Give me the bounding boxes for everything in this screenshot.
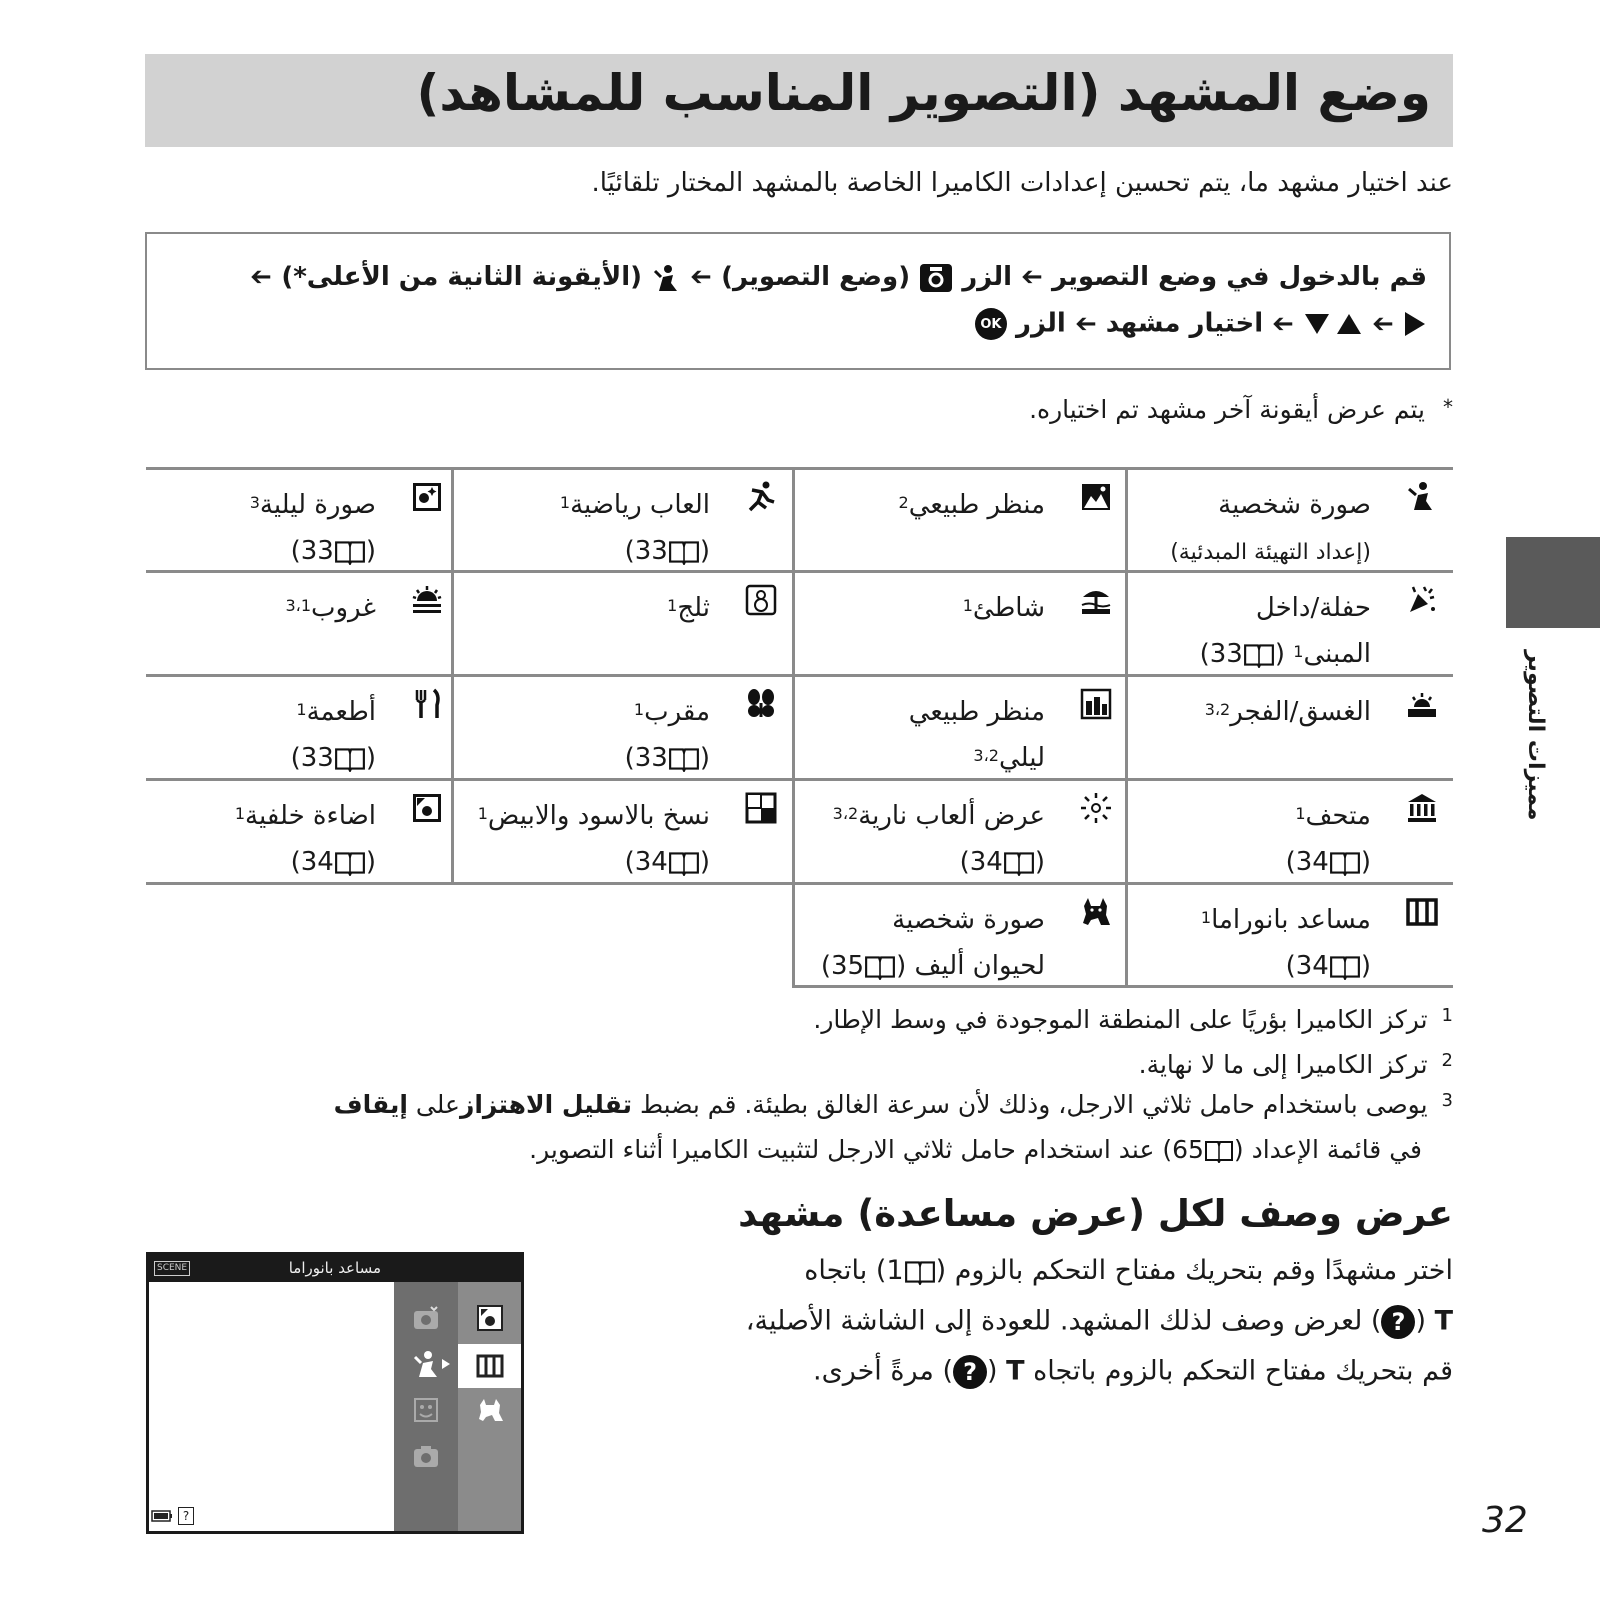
nav-text: الزر	[962, 262, 1013, 292]
scene-label-block	[478, 793, 710, 885]
footnote-text: على	[415, 1090, 460, 1119]
vibration-reduction-label: تقليل الاهتزاز	[459, 1090, 632, 1119]
bw-copy-icon	[744, 791, 778, 825]
page-ref: 34	[300, 847, 334, 877]
close-up-icon	[744, 687, 778, 721]
camera-screen-header	[149, 1255, 521, 1282]
book-icon	[1204, 1139, 1234, 1163]
scene-cell	[1127, 781, 1453, 881]
scene-label: أطعمة	[306, 697, 376, 727]
scene-label: صورة ليلية	[259, 490, 376, 520]
scene-table	[146, 467, 1453, 985]
body-text: اختر مشهدًا وقم بتحريك مفتاح التحكم بالزوم (	[935, 1255, 1453, 1286]
book-icon	[334, 746, 366, 772]
scene-label-block	[625, 689, 710, 781]
page-ref-line: (34)	[290, 847, 376, 877]
scene-label: منظر طبيعي	[908, 697, 1045, 727]
nav-text: الزر	[1016, 308, 1066, 339]
snow-icon	[744, 583, 778, 617]
party-icon	[1405, 583, 1439, 617]
arrow-icon: ➔	[1272, 308, 1295, 339]
dusk-dawn-icon	[1405, 687, 1439, 721]
scene-label-block	[560, 482, 710, 574]
scene-label-block	[1170, 482, 1371, 576]
page-ref-line: (34)	[1285, 847, 1371, 877]
body-line-1	[804, 1255, 1453, 1286]
help-icon: ?	[1381, 1305, 1415, 1339]
page-ref: 33	[300, 743, 334, 773]
camera-button-icon	[919, 263, 953, 293]
footnote-marker: 1	[962, 596, 973, 615]
footnote-marker: 3،2	[973, 746, 999, 765]
scene-label: صورة شخصية	[892, 905, 1045, 935]
footnote-marker: 1	[559, 493, 571, 512]
scene-cell	[153, 573, 458, 673]
scene-label-2: (إعداد التهيئة المبدئية)	[1170, 540, 1371, 565]
page-ref-line: (33)	[290, 536, 376, 566]
footnote-text: تركز الكاميرا إلى ما لا نهاية.	[1138, 1050, 1428, 1079]
body-line-2: T (?) لعرض وصف لذلك المشهد. للعودة إلى الشاشة الأصلية،	[746, 1305, 1453, 1339]
scene-label-block	[909, 689, 1045, 781]
beach-icon	[1079, 583, 1113, 617]
body-text: قم بتحريك مفتاح التحكم بالزوم باتجاه	[1033, 1355, 1453, 1387]
backlighting-icon	[475, 1303, 505, 1333]
scene-cell	[792, 573, 1127, 673]
footnote-3	[334, 1090, 1453, 1119]
scene-cell	[1127, 470, 1453, 570]
scene-cell	[792, 677, 1127, 777]
pet-portrait-icon	[475, 1395, 505, 1425]
footnote-marker: 1	[633, 700, 645, 719]
scene-label-block: صورة شخصية لحيوان أليف (35)	[820, 905, 1045, 981]
section-heading: عرض وصف لكل (عرض مساعدة) مشهد	[738, 1192, 1453, 1235]
footnote-marker: 1	[234, 804, 246, 823]
night-portrait-icon	[410, 480, 444, 514]
page-ref: 33	[634, 743, 668, 773]
page-ref: 33	[634, 536, 668, 566]
scene-label: عرض ألعاب نارية	[858, 801, 1045, 831]
footnote-text: يوصى باستخدام حامل ثلاثي الارجل، وذلك لأن سرعة الغالق بطيئة. قم بضبط	[639, 1090, 1428, 1119]
selection-arrow-icon	[442, 1359, 450, 1369]
scene-label-block	[1201, 897, 1371, 989]
footnote-marker: 1	[1200, 908, 1212, 927]
scene-label-block	[963, 585, 1045, 631]
book-icon	[1329, 954, 1361, 980]
footnote-marker: 3،2	[1204, 700, 1231, 719]
nav-line-1	[250, 262, 1427, 293]
book-icon	[334, 539, 366, 565]
scene-label-block	[667, 585, 710, 631]
page-ref-line: (33)	[290, 743, 376, 773]
page-title: وضع المشهد (التصوير المناسب للمشاهد)	[416, 64, 1431, 122]
backlighting-icon	[410, 791, 444, 825]
book-icon	[1003, 850, 1035, 876]
scene-label-block	[285, 585, 376, 631]
body-text: مرةً أخرى.	[812, 1355, 934, 1387]
pet-portrait-icon	[1079, 895, 1113, 929]
nav-line-2	[975, 308, 1427, 340]
book-icon	[864, 954, 896, 980]
section-tab-label: مميزات التصوير	[1523, 650, 1548, 821]
section-tab	[1506, 537, 1600, 628]
page-number: 32	[1482, 1500, 1528, 1541]
arrow-icon: ➔	[1021, 262, 1043, 292]
scene-cell	[792, 781, 1127, 881]
scene-label-2: ليلي	[998, 743, 1045, 773]
battery-icon	[151, 1509, 173, 1523]
sports-icon	[744, 480, 778, 514]
footnote-marker: 1	[1295, 804, 1306, 823]
scene-label-block	[899, 482, 1046, 528]
museum-icon	[1405, 791, 1439, 825]
footnote-marker: 3	[249, 493, 260, 512]
help-indicator: ?	[178, 1507, 194, 1525]
special-effects-icon	[411, 1395, 441, 1425]
camera-status-bar	[151, 1505, 194, 1525]
scene-cell	[1127, 677, 1453, 777]
page-ref: 65	[1172, 1135, 1204, 1164]
book-icon	[668, 850, 700, 876]
footnote-star	[1029, 395, 1453, 424]
footnote-number: 2	[1441, 1050, 1453, 1071]
landscape-icon	[1079, 480, 1113, 514]
food-icon	[410, 687, 444, 721]
footnote-3-line-2	[529, 1135, 1422, 1164]
scene-label-2: المبنى	[1303, 639, 1371, 669]
up-down-triangles-icon	[1303, 311, 1363, 337]
off-label: إيقاف	[333, 1090, 408, 1119]
page-ref: 34	[1295, 847, 1329, 877]
night-landscape-icon	[1079, 687, 1113, 721]
arrow-icon: ➔	[1372, 308, 1394, 339]
scene-label-block	[291, 689, 376, 781]
footnote-marker: 1	[296, 700, 307, 719]
page-ref-line: (34)	[959, 847, 1045, 877]
nav-text: قم بالدخول في وضع التصوير	[1051, 262, 1427, 292]
page-ref: 33	[300, 536, 334, 566]
navigation-box	[145, 232, 1451, 370]
footnote-marker: 3،2	[832, 804, 859, 823]
portrait-icon	[651, 263, 681, 293]
scene-label-block	[235, 793, 376, 885]
scene-cell	[153, 677, 458, 777]
scene-cell	[458, 470, 792, 570]
book-icon	[904, 1259, 936, 1285]
footnote-marker: 1	[1293, 642, 1304, 661]
t-label: T	[1006, 1355, 1025, 1387]
sunset-icon	[410, 583, 444, 617]
scene-label: حفلة/داخل	[1255, 593, 1371, 623]
body-text: لعرض وصف لذلك المشهد. للعودة إلى الشاشة الأصلية،	[745, 1305, 1363, 1337]
footnote-text: ) عند استخدام حامل ثلاثي الارجل لتثبيت الكاميرا أثناء التصوير.	[529, 1135, 1173, 1164]
page-ref: 34	[969, 847, 1003, 877]
book-icon	[1329, 850, 1361, 876]
scene-cell	[153, 470, 458, 570]
scene-cell	[792, 885, 1127, 985]
scene-label: صورة شخصية	[1218, 490, 1371, 520]
scene-mode-icon	[411, 1349, 441, 1379]
page-ref: 34	[1295, 951, 1329, 981]
camera-screen-title: مساعد بانوراما	[288, 1259, 381, 1277]
panorama-icon	[1405, 895, 1439, 929]
arrow-icon: ➔	[690, 262, 712, 292]
footnote-marker: 1	[667, 596, 678, 615]
footnote-text: تركز الكاميرا بؤريًا على المنطقة الموجودة في وسط الإطار.	[813, 1005, 1428, 1034]
help-icon: ?	[953, 1355, 987, 1389]
footnote-star-text: يتم عرض أيقونة آخر مشهد تم اختياره.	[1029, 395, 1425, 424]
scene-label: ثلج	[677, 593, 710, 623]
book-icon	[668, 746, 700, 772]
scene-label: الغسق/الفجر	[1230, 697, 1371, 727]
scene-cell	[792, 470, 1127, 570]
page-ref-line: (33)	[624, 743, 710, 773]
star-mark: *	[1443, 395, 1453, 419]
nav-text: اختيار مشهد	[1105, 308, 1264, 339]
footnote-1	[813, 1005, 1453, 1034]
footnote-marker: 2	[898, 493, 909, 512]
arrow-icon: ➔	[1074, 308, 1097, 339]
footnote-marker: 3،1	[285, 596, 312, 615]
page-ref-line: (33)	[624, 536, 710, 566]
book-icon	[334, 850, 366, 876]
nav-text: (وضع التصوير)	[721, 262, 911, 292]
scene-label: العاب رياضية	[570, 490, 710, 520]
footnote-2	[1139, 1050, 1453, 1079]
panorama-icon	[475, 1351, 505, 1381]
scene-label: متحف	[1305, 801, 1371, 831]
scene-cell	[153, 781, 458, 881]
book-icon	[668, 539, 700, 565]
page-ref: 1	[886, 1255, 904, 1286]
scene-label: مساعد بانوراما	[1211, 905, 1371, 935]
auto-mode-icon	[411, 1441, 441, 1471]
scene-label: منظر طبيعي	[908, 490, 1045, 520]
right-triangle-icon	[1403, 311, 1427, 337]
nav-text: (الأيقونة الثانية من الأعلى*)	[281, 262, 643, 292]
scene-cell	[458, 677, 792, 777]
scene-label-block	[1205, 689, 1371, 735]
page-ref: 35	[831, 951, 865, 981]
scene-label: مقرب	[644, 697, 710, 727]
page-ref: 34	[634, 847, 668, 877]
footnote-text: في قائمة الإعداد (	[1233, 1135, 1422, 1164]
t-label: T	[1434, 1305, 1453, 1337]
fireworks-icon	[1079, 791, 1113, 825]
scene-cell	[1127, 885, 1453, 985]
footnote-marker: 1	[477, 804, 488, 823]
page-ref-line: (34)	[1285, 951, 1371, 981]
scene-label: نسخ بالاسود والابيض	[487, 801, 710, 831]
scene-label-block	[1286, 793, 1371, 885]
camera-screen	[146, 1252, 524, 1534]
scene-label-block	[250, 482, 376, 574]
ok-button-icon: OK	[975, 308, 1007, 340]
intro-text: عند اختيار مشهد ما، يتم تحسين إعدادات الكاميرا الخاصة بالمشهد المختار تلقائيًا.	[591, 168, 1453, 198]
scene-label: اضاءة خلفية	[245, 801, 376, 831]
scene-tag: SCENE	[154, 1261, 190, 1276]
body-text: ) باتجاه	[804, 1255, 887, 1286]
page-ref-line: (34)	[624, 847, 710, 877]
page-ref: 33	[1209, 639, 1243, 669]
body-line-3: قم بتحريك مفتاح التحكم بالزوم باتجاه T (?) مرةً أخرى.	[813, 1355, 1453, 1389]
book-icon	[1243, 642, 1275, 668]
scene-cell	[458, 573, 792, 673]
footnote-number: 3	[1441, 1090, 1453, 1111]
scene-label: غروب	[311, 593, 376, 623]
smart-portrait-icon	[411, 1303, 441, 1333]
portrait-icon	[1405, 480, 1439, 514]
arrow-icon: ➔	[250, 262, 273, 292]
scene-label-block	[833, 793, 1045, 885]
title-bar	[145, 54, 1453, 147]
scene-label: شاطئ	[972, 593, 1045, 623]
scene-cell	[1127, 573, 1453, 673]
scene-label-block: حفلة/داخل المبنى$^1$ (33)	[1199, 593, 1371, 669]
footnote-number: 1	[1441, 1005, 1453, 1026]
scene-label-2: لحيوان أليف	[914, 951, 1045, 981]
scene-cell	[458, 781, 792, 881]
